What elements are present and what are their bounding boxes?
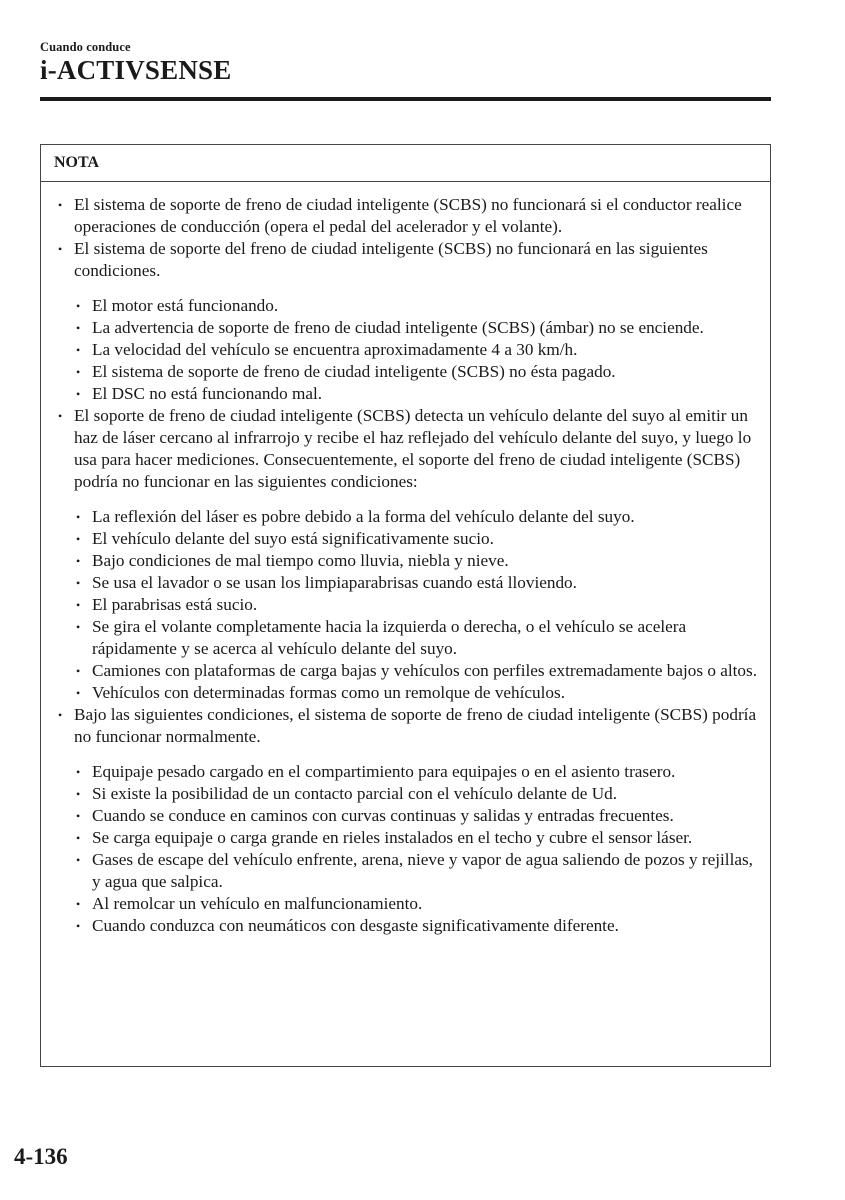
note-subitem: • El vehículo delante del suyo está significativamente sucio. xyxy=(56,528,762,550)
note-subitem: • Vehículos con determinadas formas como un remolque de vehículos. xyxy=(56,682,762,704)
note-item: • Bajo las siguientes condiciones, el sistema de soporte de freno de ciudad inteligente (SCBS) podría no funcionar normalmente. xyxy=(56,704,762,748)
note-subitem: • Al remolcar un vehículo en malfuncionamiento. xyxy=(56,893,762,915)
note-subitem: • Se carga equipaje o carga grande en rieles instalados en el techo y cubre el sensor láser. xyxy=(56,827,762,849)
note-subitem: • Equipaje pesado cargado en el compartimiento para equipajes o en el asiento trasero. xyxy=(56,761,762,783)
note-subitem: • Cuando conduzca con neumáticos con desgaste significativamente diferente. xyxy=(56,915,762,937)
note-subitem: • Gases de escape del vehículo enfrente, arena, nieve y vapor de agua saliendo de pozos y rejillas, y agua que salpica. xyxy=(56,849,762,893)
note-subitem: • El parabrisas está sucio. xyxy=(56,594,762,616)
note-subitem: • Se usa el lavador o se usan los limpiaparabrisas cuando está lloviendo. xyxy=(56,572,762,594)
note-item: • El sistema de soporte del freno de ciudad inteligente (SCBS) no funcionará en las siguientes condiciones. xyxy=(56,238,762,282)
note-subitem: • Camiones con plataformas de carga bajas y vehículos con perfiles extremadamente bajos o altos. xyxy=(56,660,762,682)
note-box xyxy=(40,144,771,1067)
note-subitem: • La reflexión del láser es pobre debido a la forma del vehículo delante del suyo. xyxy=(56,506,762,528)
header-divider xyxy=(40,97,771,101)
note-subitem: • Bajo condiciones de mal tiempo como lluvia, niebla y nieve. xyxy=(56,550,762,572)
note-subitem: • El motor está funcionando. xyxy=(56,295,762,317)
section-label: Cuando conduce xyxy=(40,40,131,54)
note-subitem: • Se gira el volante completamente hacia la izquierda o derecha, o el vehículo se acelera rápidamente y se acerca al vehículo delante del suyo. xyxy=(56,616,762,660)
note-item: • El sistema de soporte de freno de ciudad inteligente (SCBS) no funcionará si el conductor realice operaciones de conducción (opera el pedal del acelerador y el volante). xyxy=(56,194,762,238)
note-subitem: • Si existe la posibilidad de un contacto parcial con el vehículo delante de Ud. xyxy=(56,783,762,805)
note-body xyxy=(41,182,770,937)
note-heading: NOTA xyxy=(41,145,770,182)
note-subitem: • La advertencia de soporte de freno de ciudad inteligente (SCBS) (ámbar) no se enciende. xyxy=(56,317,762,339)
note-item: • El soporte de freno de ciudad inteligente (SCBS) detecta un vehículo delante del suyo al emitir un haz de láser cercano al infrarrojo y recibe el haz reflejado del vehículo delante del suyo, y luego lo usa para hacer mediciones. Consecuentemente, el soporte del freno de ciudad inteligente (SCBS) podría no funcionar en las siguientes condiciones: xyxy=(56,405,762,493)
page-number: 4-136 xyxy=(14,1144,68,1169)
page-title: i-ACTIVSENSE xyxy=(40,55,232,85)
note-subitem: • Cuando se conduce en caminos con curvas continuas y salidas y entradas frecuentes. xyxy=(56,805,762,827)
note-subitem: • La velocidad del vehículo se encuentra aproximadamente 4 a 30 km/h. xyxy=(56,339,762,361)
note-subitem: • El DSC no está funcionando mal. xyxy=(56,383,762,405)
note-subitem: • El sistema de soporte de freno de ciudad inteligente (SCBS) no ésta pagado. xyxy=(56,361,762,383)
